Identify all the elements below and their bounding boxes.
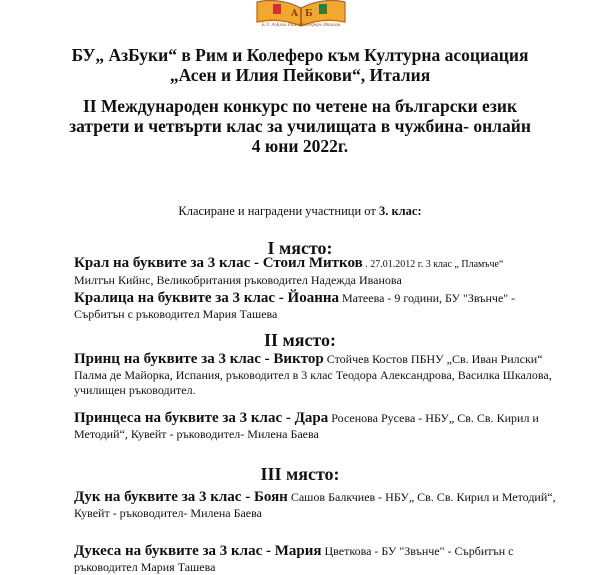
winner-details: Матеева - 9 години, БУ "Звънче" - Сърбитън с ръководител Мария Ташева — [74, 291, 516, 321]
winner-name: Мария — [274, 543, 322, 559]
winner-name: Дара — [294, 410, 329, 426]
winner-name: Боян — [253, 489, 288, 505]
winner-entry — [74, 256, 564, 288]
winner-details: Стойчев Костов ПБНУ „Св. Иван Рилски“ Палма де Майорка, Испания, ръководител в 3 клас Теодора Александрова, Василка Шкалова, училищен ръководител. — [74, 352, 552, 397]
svg-text:Б: Б — [305, 9, 313, 19]
place-heading-3: III място: — [260, 464, 340, 484]
subtitle-prefix: Класиране и наградени участници от — [178, 204, 379, 218]
place-heading-2: II място: — [263, 330, 337, 350]
winner-entry — [74, 352, 564, 399]
contest-title: II Международен конкурс по четене на български език затрети и четвърти клас за училищата в чужбина- онлайн — [69, 96, 531, 136]
place-heading-1: I място: — [267, 238, 333, 258]
winner-entry — [74, 490, 564, 521]
contest-heading — [60, 96, 540, 156]
award-title: Дукеса на буквите за 3 клас - — [74, 543, 275, 559]
winner-details: Цветкова - БУ "Звънче" - Сърбитън с ръководител Мария Ташева — [74, 544, 514, 574]
organizer-heading: БУ„ АзБуки“ в Рим и Колеферо към Културна асоциация „Асен и Илия Пейкови“, Италия — [71, 45, 529, 85]
ranking-subtitle — [0, 203, 600, 219]
award-title: Крал на буквите за 3 клас - — [74, 255, 263, 271]
contest-date: 4 юни 2022г. — [251, 136, 349, 156]
winner-entry — [74, 411, 564, 442]
logo-caption: Б.У. АзБуки Рим и Колеферо Италия — [261, 23, 341, 28]
winner-details: Росенова Русева - НБУ„ Св. Св. Кирил и Методий“, Кувейт - ръководител- Милена Баева — [74, 411, 539, 441]
winner-details: Сашов Балкчиев - НБУ„ Св. Св. Кирил и Методий“, Кувейт - ръководител- Милена Баева — [74, 490, 556, 520]
award-title: Кралица на буквите за 3 клас - — [74, 290, 288, 306]
winner-entry — [74, 291, 564, 322]
award-title: Принц на буквите за 3 клас - — [74, 351, 274, 367]
award-title: Принцеса на буквите за 3 клас - — [74, 410, 295, 426]
winner-details: Милтън Кийнс, Великобритания ръководител Надежда Иванова — [74, 272, 402, 287]
award-title: Дук на буквите за 3 клас - — [74, 489, 254, 505]
winner-name: Виктор — [273, 351, 324, 367]
winner-details-small: . 27.01.2012 г. 3 клас „ Пламъче“ — [362, 259, 504, 270]
subtitle-grade: 3. клас: — [378, 204, 422, 218]
svg-text:A: A — [291, 9, 298, 19]
winner-entry — [74, 544, 564, 575]
winner-name: Йоанна — [287, 290, 339, 306]
winner-name: Стоил Митков — [262, 255, 363, 271]
